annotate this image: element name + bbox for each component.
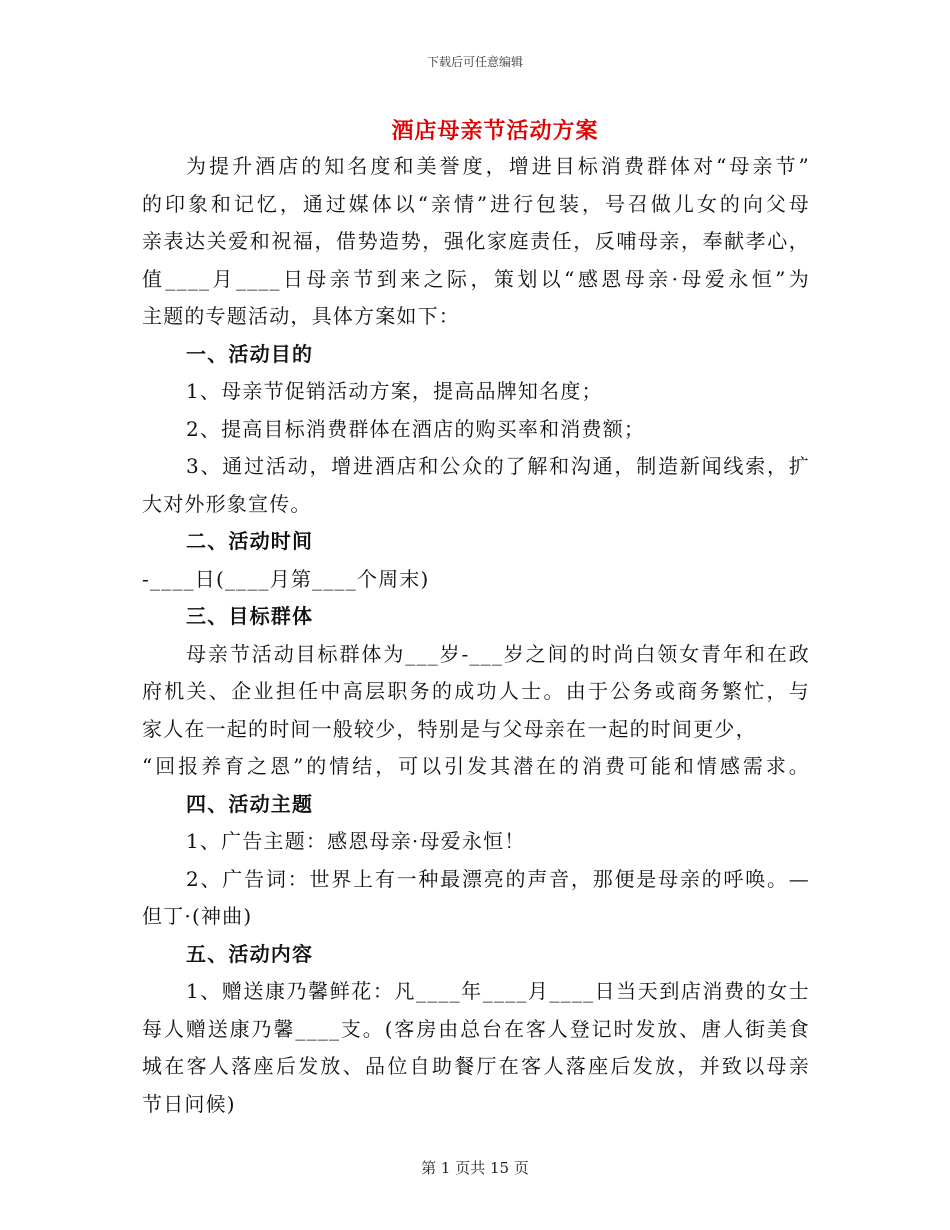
body-line: 府机关、企业担任中高层职务的成功人士。由于公务或商务繁忙，与 (142, 679, 810, 703)
body-line: 为提升酒店的知名度和美誉度，增进目标消费群体对“母亲节” (186, 154, 810, 178)
body-line: 主题的专题活动，具体方案如下： (142, 304, 460, 328)
body-line: 每人赠送康乃馨____支。(客房由总台在客人登记时发放、唐人街美食 (142, 1016, 810, 1041)
page-footer: 第 1 页共 15 页 (421, 1159, 529, 1177)
body-line: 的印象和记忆，通过媒体以“亲情”进行包装，号召做儿女的向父母 (142, 191, 810, 216)
body-line: 家人在一起的时间一般较少，特别是与父母亲在一起的时间更少， (142, 716, 757, 741)
body-line: -____日(____月第____个周末) (142, 566, 430, 591)
body-line: 母亲节活动目标群体为___岁-___岁之间的时尚白领女青年和在政 (186, 641, 810, 666)
document-body (142, 148, 810, 1123)
section-heading: 二、活动时间 (186, 529, 314, 553)
list-item: 1、广告主题：感恩母亲·母爱永恒！ (186, 829, 526, 853)
section-heading: 一、活动目的 (186, 341, 314, 366)
list-item: 3、通过活动，增进酒店和公众的了解和沟通，制造新闻线索，扩 (186, 454, 810, 478)
body-line: 城在客人落座后发放、品位自助餐厅在客人落座后发放，并致以母亲 (142, 1054, 810, 1078)
section-heading: 五、活动内容 (186, 941, 314, 966)
list-item: 1、赠送康乃馨鲜花：凡____年____月____日当天到店消费的女士 (186, 979, 810, 1003)
header-note: 下载后可任意编辑 (426, 55, 523, 69)
body-line: 亲表达关爱和祝福，借势造势，强化家庭责任，反哺母亲，奉献孝心， (142, 229, 810, 253)
list-item: 1、母亲节促销活动方案，提高品牌知名度； (186, 379, 603, 403)
body-line: 值____月____日母亲节到来之际，策划以“感恩母亲·母爱永恒”为 (142, 266, 810, 291)
body-line: 大对外形象宣传。 (142, 491, 312, 516)
body-line: 节日问候) (142, 1091, 236, 1116)
section-heading: 三、目标群体 (186, 604, 314, 628)
document-title: 酒店母亲节活动方案 (391, 118, 599, 144)
list-item: 2、提高目标消费群体在酒店的购买率和消费额； (186, 416, 646, 441)
list-item: 2、广告词：世界上有一种最漂亮的声音，那便是母亲的呼唤。— (186, 866, 810, 891)
body-line: 但丁·(神曲) (142, 904, 253, 928)
body-line: “回报养育之恩”的情结，可以引发其潜在的消费可能和情感需求。 (142, 754, 810, 778)
section-heading: 四、活动主题 (186, 791, 314, 816)
